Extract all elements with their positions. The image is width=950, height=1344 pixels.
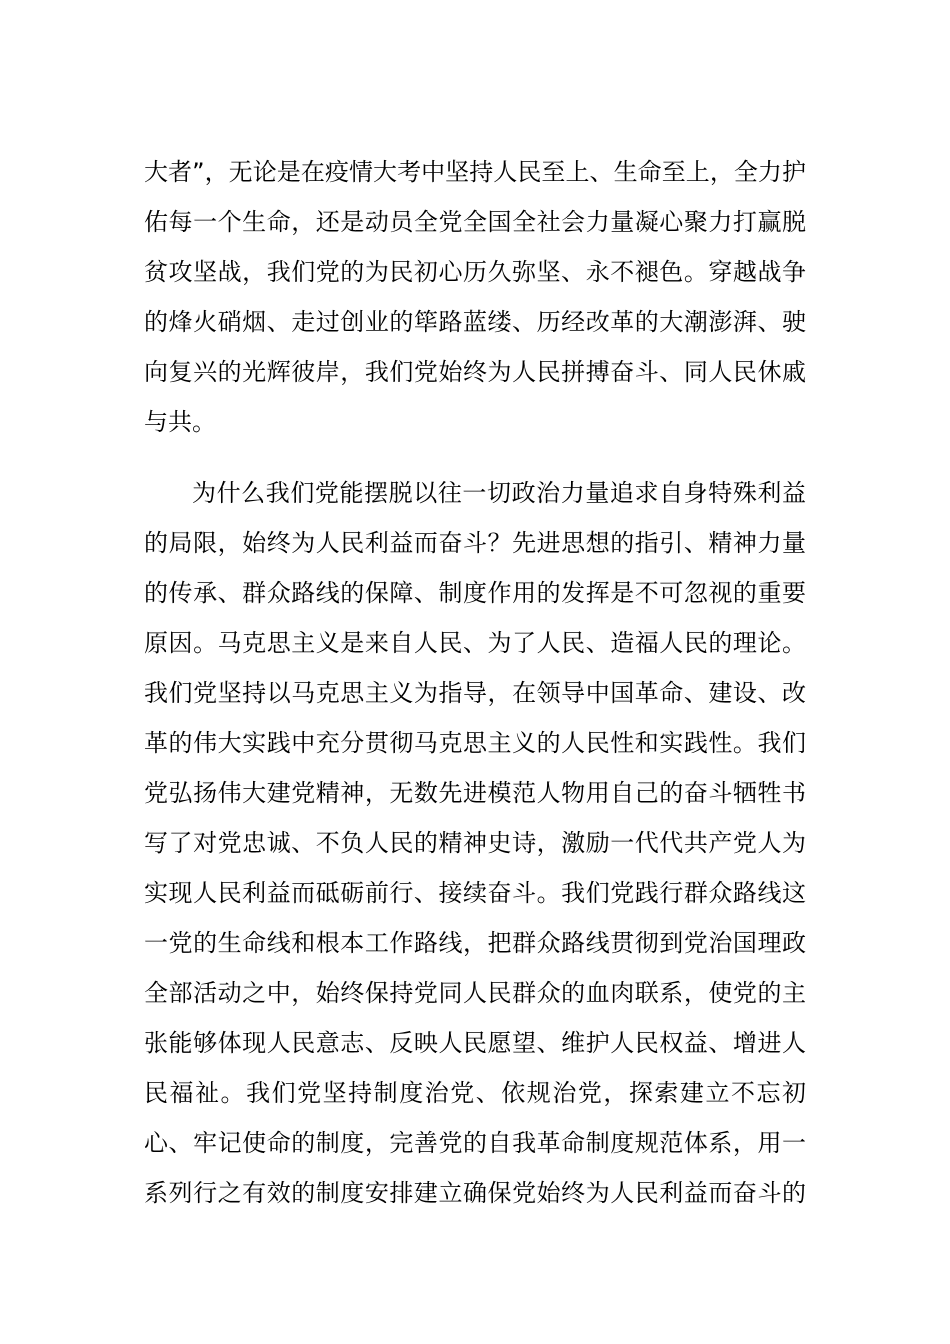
- paragraph-line: 的烽火硝烟、走过创业的筚路蓝缕、历经改革的大潮澎湃、驶: [144, 308, 806, 336]
- paragraph-2: [144, 468, 806, 1218]
- paragraph-line: 大者”，无论是在疫情大考中坚持人民至上、生命至上，全力护: [144, 158, 806, 186]
- paragraph-line: 系列行之有效的制度安排建立确保党始终为人民利益而奋斗的: [144, 1179, 806, 1207]
- paragraph-line: 全部活动之中，始终保持党同人民群众的血肉联系，使党的主: [144, 979, 806, 1007]
- paragraph-line: 党弘扬伟大建党精神，无数先进模范人物用自己的奋斗牺牲书: [144, 779, 806, 807]
- paragraph-line: 实现人民利益而砥砺前行、接续奋斗。我们党践行群众路线这: [144, 879, 806, 907]
- paragraph-line: 向复兴的光辉彼岸，我们党始终为人民拼搏奋斗、同人民休戚: [144, 358, 806, 386]
- paragraph-line: 革的伟大实践中充分贯彻马克思主义的人民性和实践性。我们: [144, 729, 806, 757]
- paragraph-line: 张能够体现人民意志、反映人民愿望、维护人民权益、增进人: [144, 1029, 806, 1057]
- paragraph-line: 贫攻坚战，我们党的为民初心历久弥坚、永不褪色。穿越战争: [144, 258, 806, 286]
- paragraph-line: 的局限，始终为人民利益而奋斗？先进思想的指引、精神力量: [144, 529, 806, 557]
- paragraph-line: 为什么我们党能摆脱以往一切政治力量追求自身特殊利益: [192, 479, 806, 507]
- paragraph-line: 民福祉。我们党坚持制度治党、依规治党，探索建立不忘初: [144, 1079, 806, 1107]
- paragraph-line: 我们党坚持以马克思主义为指导，在领导中国革命、建设、改: [144, 679, 806, 707]
- paragraph-line: 佑每一个生命，还是动员全党全国全社会力量凝心聚力打赢脱: [144, 208, 806, 236]
- paragraph-line: 一党的生命线和根本工作路线，把群众路线贯彻到党治国理政: [144, 929, 806, 957]
- paragraph-line: 心、牢记使命的制度，完善党的自我革命制度规范体系，用一: [144, 1129, 806, 1157]
- paragraph-line: 的传承、群众路线的保障、制度作用的发挥是不可忽视的重要: [144, 579, 806, 607]
- paragraph-1: [144, 147, 806, 447]
- paragraph-line: 写了对党忠诚、不负人民的精神史诗，激励一代代共产党人为: [144, 829, 806, 857]
- paragraph-line: 原因。马克思主义是来自人民、为了人民、造福人民的理论。: [144, 629, 806, 657]
- paragraph-line: 与共。: [144, 408, 216, 436]
